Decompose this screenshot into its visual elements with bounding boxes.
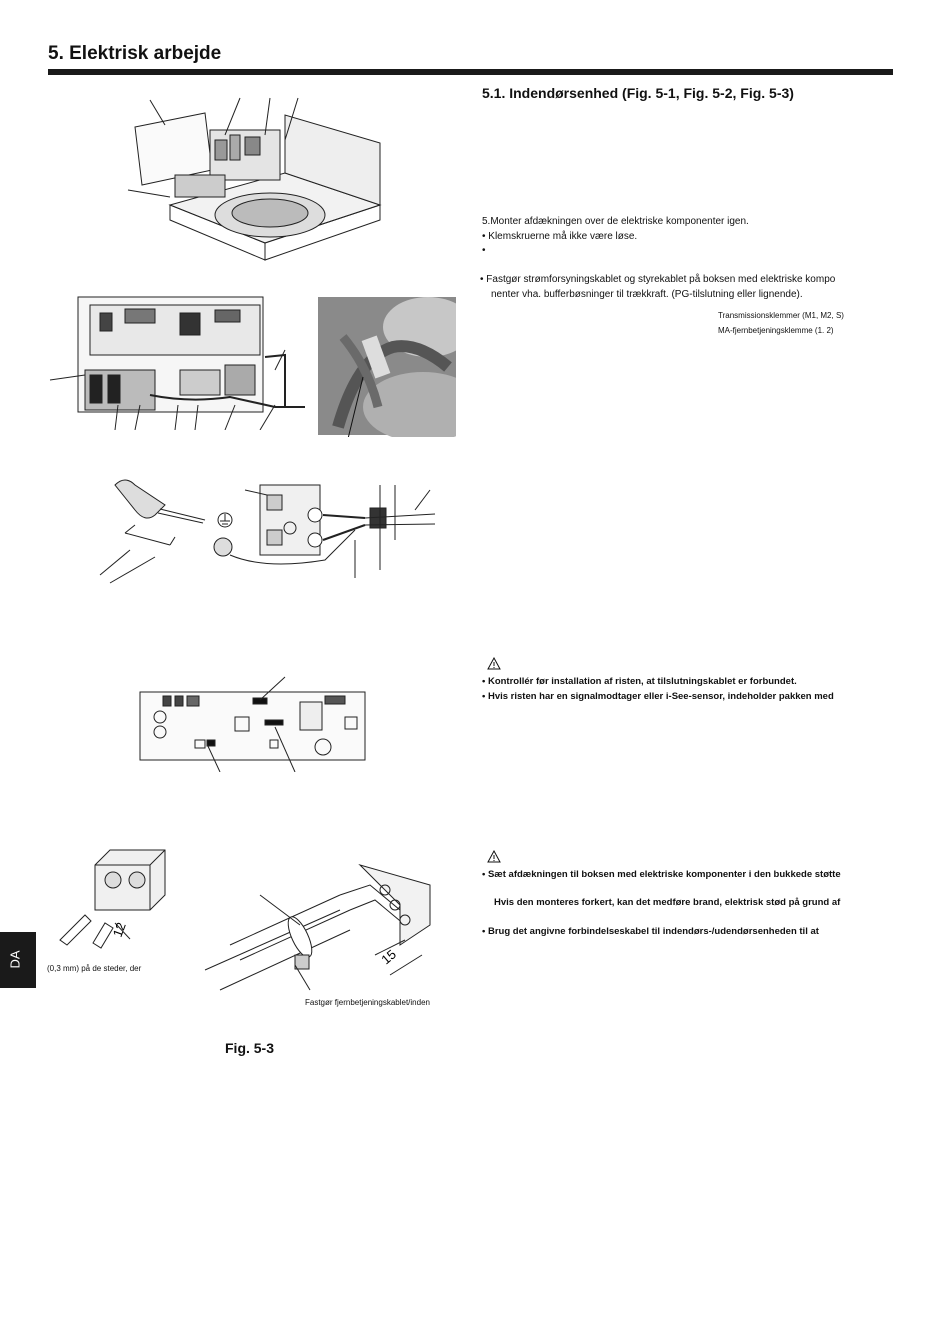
- caution-grille-connection: • Kontrollér før installation af risten, at tilslutningskablet er forbundet.: [482, 676, 797, 687]
- label-ma-remote-terminal: MA-fjernbetjeningsklemme (1. 2): [718, 326, 834, 335]
- caution-fire-risk: Hvis den monteres forkert, kan det medføre brand, elektrisk stød på grund af: [494, 897, 841, 908]
- note-strip-length: (0,3 mm) på de steder, der: [47, 964, 142, 973]
- fig-unit-isometric: [100, 95, 400, 270]
- fig-control-board: [30, 295, 305, 430]
- bullet-empty: •: [482, 245, 486, 256]
- dim-12-label: 12: [109, 920, 129, 940]
- fig-cable-tie: [200, 855, 450, 995]
- language-tab: [0, 932, 36, 988]
- bullet-screws: • Klemskruerne må ikke være løse.: [482, 231, 638, 242]
- figure-label-5-3: Fig. 5-3: [225, 1040, 275, 1056]
- step-5-text: 5.Monter afdækningen over de elektriske komponenter igen.: [482, 216, 749, 227]
- fig-photo-clamp: [318, 297, 456, 437]
- caution-grille-sensor: • Hvis risten har en signalmodtager eller i-See-sensor, indeholder pakken med: [482, 691, 834, 702]
- page-title: 5. Elektrisk arbejde: [48, 43, 222, 64]
- bullet-cable-fastening-2: nenter vha. bufferbøsninger til trækkraft. (PG-tilslutning eller lignende).: [491, 289, 803, 300]
- dim-15-label: 15: [378, 946, 400, 968]
- fig-terminal-ground: [205, 480, 455, 580]
- section-heading: 5.1. Indendørsenhed (Fig. 5-1, Fig. 5-2, Fig. 5-3): [482, 85, 794, 101]
- label-transmission-terminals: Transmissionsklemmer (M1, M2, S): [718, 311, 844, 320]
- bullet-cable-fastening-1: • Fastgør strømforsyningskablet og styrekablet på boksen med elektriske kompo: [480, 274, 836, 285]
- caution-cover-support: • Sæt afdækningen til boksen med elektriske komponenter i den bukkede støtte: [482, 869, 841, 880]
- fig-terminal-wire: [55, 845, 175, 955]
- language-tab-label: DA: [7, 950, 23, 969]
- caution-specified-cable: • Brug det angivne forbindelseskabel til indendørs-/udendørsenheden til at: [482, 926, 819, 937]
- header-rule: [48, 69, 893, 75]
- fig-grille-board: [135, 672, 370, 772]
- warning-triangle-icon: [487, 657, 501, 670]
- warning-triangle-icon: [487, 850, 501, 863]
- note-fasten-remote-cable: Fastgør fjernbetjeningskablet/inden: [305, 998, 430, 1007]
